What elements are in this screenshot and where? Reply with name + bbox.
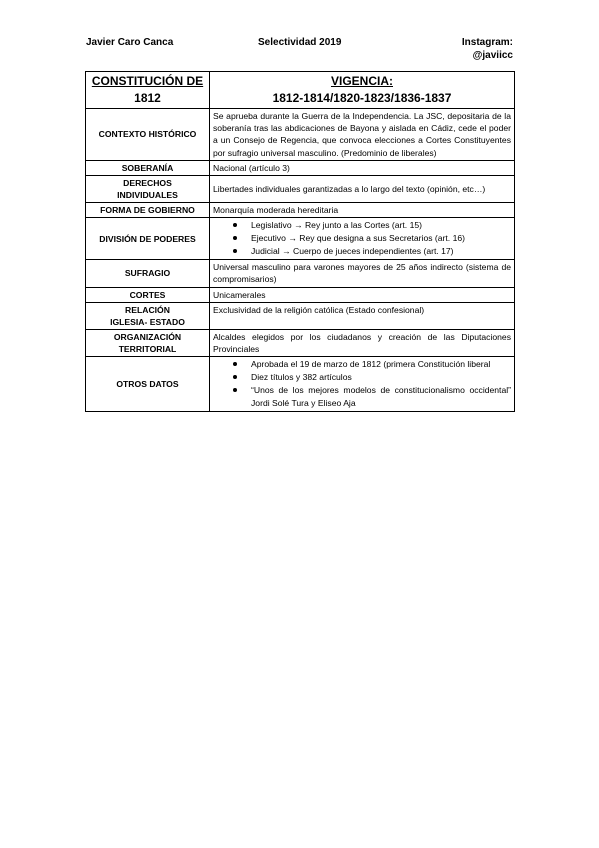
social-label: Instagram:	[461, 37, 513, 48]
row-value-soberania: Nacional (artículo 3)	[210, 160, 515, 175]
table-row	[86, 260, 515, 287]
row-key-relacion-line1: RELACIÓN	[125, 304, 170, 315]
list-item: Ejecutivo → Rey que designa a sus Secretarios (art. 16)	[251, 232, 511, 245]
row-key-soberania: SOBERANÍA	[86, 160, 210, 175]
table-row	[86, 109, 515, 161]
row-key-derechos-line1: DERECHOS	[123, 178, 172, 189]
table-row	[86, 357, 515, 412]
table-row	[86, 203, 515, 218]
table-row	[86, 218, 515, 260]
table-row	[86, 302, 515, 329]
list-item: Judicial → Cuerpo de jueces independientes (art. 17)	[251, 245, 511, 258]
row-key-gobierno: FORMA DE GOBIERNO	[86, 203, 210, 218]
row-value-cortes: Unicamerales	[210, 287, 515, 302]
list-item: Diez títulos y 382 artículos	[251, 371, 511, 384]
otros-list	[213, 358, 511, 410]
row-value-relacion: Exclusividad de la religión católica (Estado confesional)	[210, 302, 515, 329]
row-value-organizacion: Alcaldes elegidos por los ciudadanos y creación de las Diputaciones Provinciales	[210, 329, 515, 356]
table-row	[86, 329, 515, 356]
list-item: “Unos de los mejores modelos de constitucionalismo occidental” Jordi Solé Tura y Eliseo Aja	[251, 385, 511, 409]
list-item: Legislativo → Rey junto a las Cortes (art. 15)	[251, 219, 511, 232]
row-key-sufragio: SUFRAGIO	[86, 260, 210, 287]
row-value-sufragio: Universal masculino para varones mayores de 25 años indirecto (sistema de compromisarios)	[210, 260, 515, 287]
constitution-name: CONSTITUCIÓN DE	[91, 74, 204, 88]
social-info	[462, 36, 513, 62]
list-item: Aprobada el 19 de marzo de 1812 (primera Constitución liberal	[251, 358, 511, 371]
constitution-year: 1812	[134, 91, 161, 105]
row-key-derechos	[86, 176, 210, 203]
row-key-contexto: CONTEXTO HISTÓRICO	[86, 109, 210, 161]
table-title-row	[86, 72, 515, 109]
row-value-derechos: Libertades individuales garantizadas a lo largo del texto (opinión, etc…)	[210, 176, 515, 203]
constitution-name-cell	[86, 72, 210, 109]
constitution-table	[85, 71, 515, 412]
row-key-otros: OTROS DATOS	[86, 357, 210, 412]
table-row	[86, 160, 515, 175]
row-key-organizacion-line2: TERRITORIAL	[118, 344, 177, 355]
row-value-division	[210, 218, 515, 260]
vigencia-cell	[210, 72, 515, 109]
row-value-contexto: Se aprueba durante la Guerra de la Independencia. La JSC, depositaria de la soberanía tras las abdicaciones de Bayona y aislada en Cádiz, cede el poder a un Consejo de Regencia, que convoca elecciones a Cortes Constituyentes por sufragio universal masculino. (Predominio de liberales)	[210, 109, 515, 161]
row-key-organizacion	[86, 329, 210, 356]
row-key-cortes: CORTES	[86, 287, 210, 302]
table-row	[86, 176, 515, 203]
exam-title: Selectividad 2019	[258, 37, 342, 48]
row-key-division: DIVISIÓN DE PODERES	[86, 218, 210, 260]
vigencia-periods: 1812-1814/1820-1823/1836-1837	[272, 91, 452, 105]
row-key-relacion-line2: IGLESIA- ESTADO	[110, 316, 185, 327]
row-value-otros	[210, 357, 515, 412]
division-list	[213, 219, 511, 258]
social-handle: @javiicc	[472, 50, 513, 61]
row-key-relacion	[86, 302, 210, 329]
author-name: Javier Caro Canca	[86, 37, 174, 48]
vigencia-label: VIGENCIA:	[330, 74, 393, 88]
row-value-gobierno: Monarquía moderada hereditaria	[210, 203, 515, 218]
row-key-derechos-line2: INDIVIDUALES	[117, 190, 178, 201]
row-key-organizacion-line1: ORGANIZACIÓN	[113, 332, 182, 343]
table-row	[86, 287, 515, 302]
